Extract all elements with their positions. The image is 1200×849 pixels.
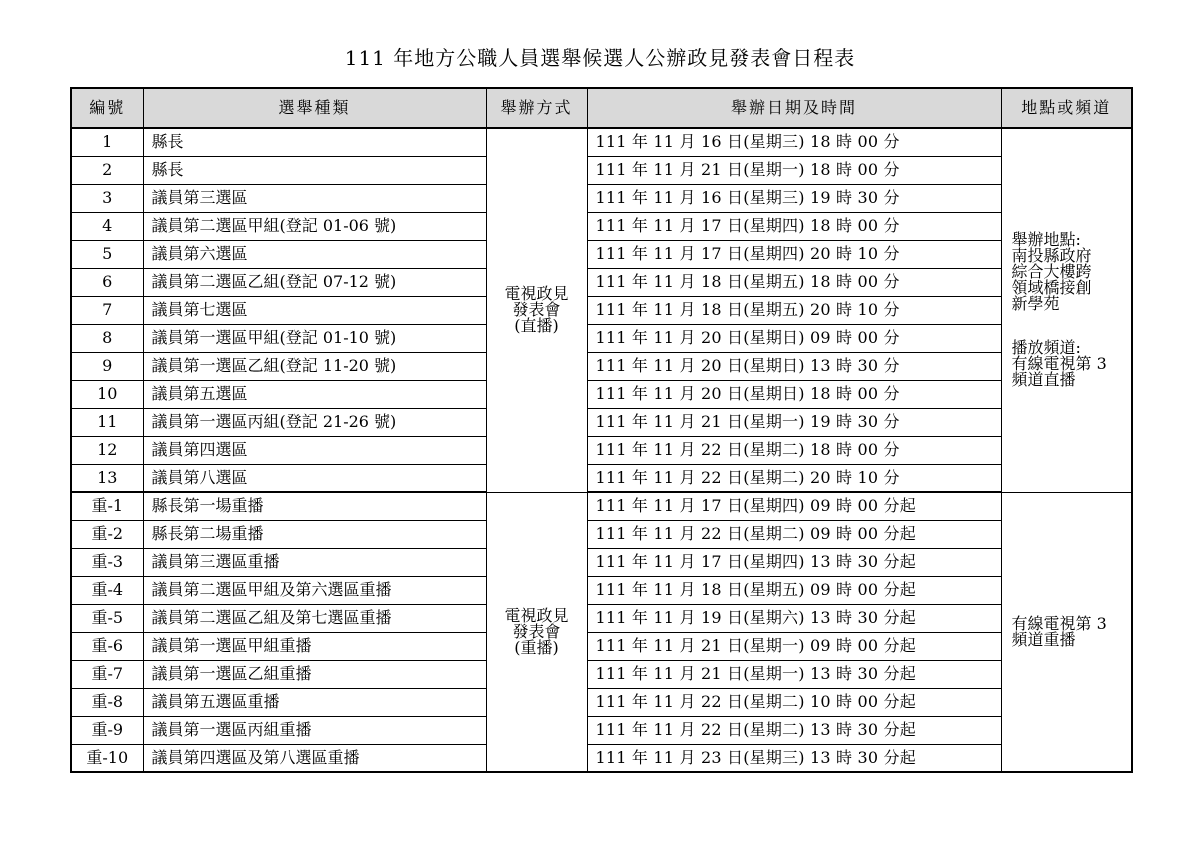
table-row — [71, 380, 1132, 408]
table-row — [71, 632, 1132, 660]
table-row — [71, 604, 1132, 632]
table-row — [71, 268, 1132, 296]
header-location: 地點或頻道 — [1001, 88, 1132, 128]
election-type: 議員第六選區 — [143, 240, 486, 268]
method-line: 發表會 — [512, 621, 561, 641]
election-type: 議員第七選區 — [143, 296, 486, 324]
table-row — [71, 408, 1132, 436]
table-row — [71, 464, 1132, 492]
event-datetime: 111 年 11 月 16 日(星期三) 19 時 30 分 — [587, 184, 1001, 212]
row-number: 8 — [71, 324, 143, 352]
header-type: 選舉種類 — [143, 88, 486, 128]
location-line: 有線電視第 3 — [1011, 613, 1107, 633]
row-number: 7 — [71, 296, 143, 324]
page-title: 111 年地方公職人員選舉候選人公辦政見發表會日程表 — [344, 46, 856, 70]
location-line: 新學苑 — [1011, 294, 1060, 314]
election-type: 縣長 — [143, 156, 486, 184]
table-row — [71, 716, 1132, 744]
event-datetime: 111 年 11 月 21 日(星期一) 09 時 00 分起 — [587, 632, 1001, 660]
table-row — [71, 492, 1132, 520]
row-number: 11 — [71, 408, 143, 436]
header-num: 編號 — [71, 88, 143, 128]
method-line: 電視政見 — [504, 605, 569, 625]
election-type: 議員第一選區甲組重播 — [143, 632, 486, 660]
table-row — [71, 660, 1132, 688]
row-number: 重-10 — [71, 744, 143, 772]
location-line: 頻道直播 — [1011, 370, 1076, 390]
row-number: 1 — [71, 128, 143, 156]
location-line: 播放頻道: — [1011, 338, 1081, 358]
table-row — [71, 156, 1132, 184]
row-number: 重-5 — [71, 604, 143, 632]
event-datetime: 111 年 11 月 20 日(星期日) 13 時 30 分 — [587, 352, 1001, 380]
election-type: 議員第一選區乙組重播 — [143, 660, 486, 688]
row-number: 重-1 — [71, 492, 143, 520]
location-line: 頻道重播 — [1011, 629, 1076, 649]
table-row — [71, 128, 1132, 156]
location-line: 領域橋接創 — [1011, 278, 1092, 298]
table-row — [71, 744, 1132, 772]
event-datetime: 111 年 11 月 22 日(星期二) 20 時 10 分 — [587, 464, 1001, 492]
election-type: 議員第一選區丙組(登記 21-26 號) — [143, 408, 486, 436]
election-type: 議員第二選區乙組(登記 07-12 號) — [143, 268, 486, 296]
row-number: 13 — [71, 464, 143, 492]
table-row — [71, 212, 1132, 240]
location-line: 舉辦地點: — [1011, 230, 1081, 250]
election-type: 縣長第二場重播 — [143, 520, 486, 548]
row-number: 10 — [71, 380, 143, 408]
election-type: 議員第三選區 — [143, 184, 486, 212]
location-cell — [1001, 128, 1132, 492]
table-row — [71, 548, 1132, 576]
row-number: 重-3 — [71, 548, 143, 576]
event-datetime: 111 年 11 月 23 日(星期三) 13 時 30 分起 — [587, 744, 1001, 772]
live-section — [71, 128, 1132, 492]
election-type: 議員第二選區甲組及第六選區重播 — [143, 576, 486, 604]
location-cell — [1001, 492, 1132, 772]
election-type: 議員第二選區乙組及第七選區重播 — [143, 604, 486, 632]
election-type: 議員第八選區 — [143, 464, 486, 492]
method-line: 發表會 — [512, 300, 561, 320]
location-line: 有線電視第 3 — [1011, 354, 1107, 374]
event-datetime: 111 年 11 月 19 日(星期六) 13 時 30 分起 — [587, 604, 1001, 632]
replay-section — [71, 492, 1132, 772]
event-datetime: 111 年 11 月 18 日(星期五) 09 時 00 分起 — [587, 576, 1001, 604]
header-row — [71, 88, 1132, 128]
election-type: 縣長 — [143, 128, 486, 156]
table-row — [71, 184, 1132, 212]
election-type: 議員第二選區甲組(登記 01-06 號) — [143, 212, 486, 240]
table-row — [71, 240, 1132, 268]
event-datetime: 111 年 11 月 20 日(星期日) 09 時 00 分 — [587, 324, 1001, 352]
table-row — [71, 296, 1132, 324]
schedule-table — [70, 87, 1133, 773]
election-type: 議員第一選區乙組(登記 11-20 號) — [143, 352, 486, 380]
row-number: 重-4 — [71, 576, 143, 604]
event-datetime: 111 年 11 月 20 日(星期日) 18 時 00 分 — [587, 380, 1001, 408]
election-type: 議員第一選區丙組重播 — [143, 716, 486, 744]
row-number: 重-8 — [71, 688, 143, 716]
election-type: 議員第五選區重播 — [143, 688, 486, 716]
location-line: 南投縣政府 — [1011, 246, 1092, 266]
header-method: 舉辦方式 — [486, 88, 587, 128]
method-cell — [486, 492, 587, 772]
method-line: (直播) — [514, 316, 559, 336]
row-number: 重-9 — [71, 716, 143, 744]
row-number: 12 — [71, 436, 143, 464]
event-datetime: 111 年 11 月 17 日(星期四) 09 時 00 分起 — [587, 492, 1001, 520]
event-datetime: 111 年 11 月 21 日(星期一) 18 時 00 分 — [587, 156, 1001, 184]
election-type: 議員第四選區 — [143, 436, 486, 464]
table-row — [71, 436, 1132, 464]
table-row — [71, 520, 1132, 548]
row-number: 6 — [71, 268, 143, 296]
event-datetime: 111 年 11 月 22 日(星期二) 09 時 00 分起 — [587, 520, 1001, 548]
row-number: 4 — [71, 212, 143, 240]
election-type: 議員第三選區重播 — [143, 548, 486, 576]
location-line — [1012, 312, 1132, 340]
event-datetime: 111 年 11 月 17 日(星期四) 13 時 30 分起 — [587, 548, 1001, 576]
event-datetime: 111 年 11 月 21 日(星期一) 19 時 30 分 — [587, 408, 1001, 436]
event-datetime: 111 年 11 月 17 日(星期四) 20 時 10 分 — [587, 240, 1001, 268]
method-line: (重播) — [514, 637, 559, 657]
method-line: 電視政見 — [504, 284, 569, 304]
event-datetime: 111 年 11 月 18 日(星期五) 18 時 00 分 — [587, 268, 1001, 296]
row-number: 重-2 — [71, 520, 143, 548]
row-number: 9 — [71, 352, 143, 380]
table-row — [71, 688, 1132, 716]
header-datetime: 舉辦日期及時間 — [587, 88, 1001, 128]
table-row — [71, 576, 1132, 604]
event-datetime: 111 年 11 月 22 日(星期二) 10 時 00 分起 — [587, 688, 1001, 716]
election-type: 縣長第一場重播 — [143, 492, 486, 520]
method-cell — [486, 128, 587, 492]
event-datetime: 111 年 11 月 17 日(星期四) 18 時 00 分 — [587, 212, 1001, 240]
election-type: 議員第五選區 — [143, 380, 486, 408]
row-number: 重-7 — [71, 660, 143, 688]
table-row — [71, 352, 1132, 380]
row-number: 2 — [71, 156, 143, 184]
event-datetime: 111 年 11 月 18 日(星期五) 20 時 10 分 — [587, 296, 1001, 324]
election-type: 議員第四選區及第八選區重播 — [143, 744, 486, 772]
row-number: 5 — [71, 240, 143, 268]
row-number: 3 — [71, 184, 143, 212]
table-row — [71, 324, 1132, 352]
event-datetime: 111 年 11 月 22 日(星期二) 18 時 00 分 — [587, 436, 1001, 464]
location-line: 綜合大樓跨 — [1011, 262, 1092, 282]
event-datetime: 111 年 11 月 16 日(星期三) 18 時 00 分 — [587, 128, 1001, 156]
election-type: 議員第一選區甲組(登記 01-10 號) — [143, 324, 486, 352]
event-datetime: 111 年 11 月 21 日(星期一) 13 時 30 分起 — [587, 660, 1001, 688]
event-datetime: 111 年 11 月 22 日(星期二) 13 時 30 分起 — [587, 716, 1001, 744]
row-number: 重-6 — [71, 632, 143, 660]
